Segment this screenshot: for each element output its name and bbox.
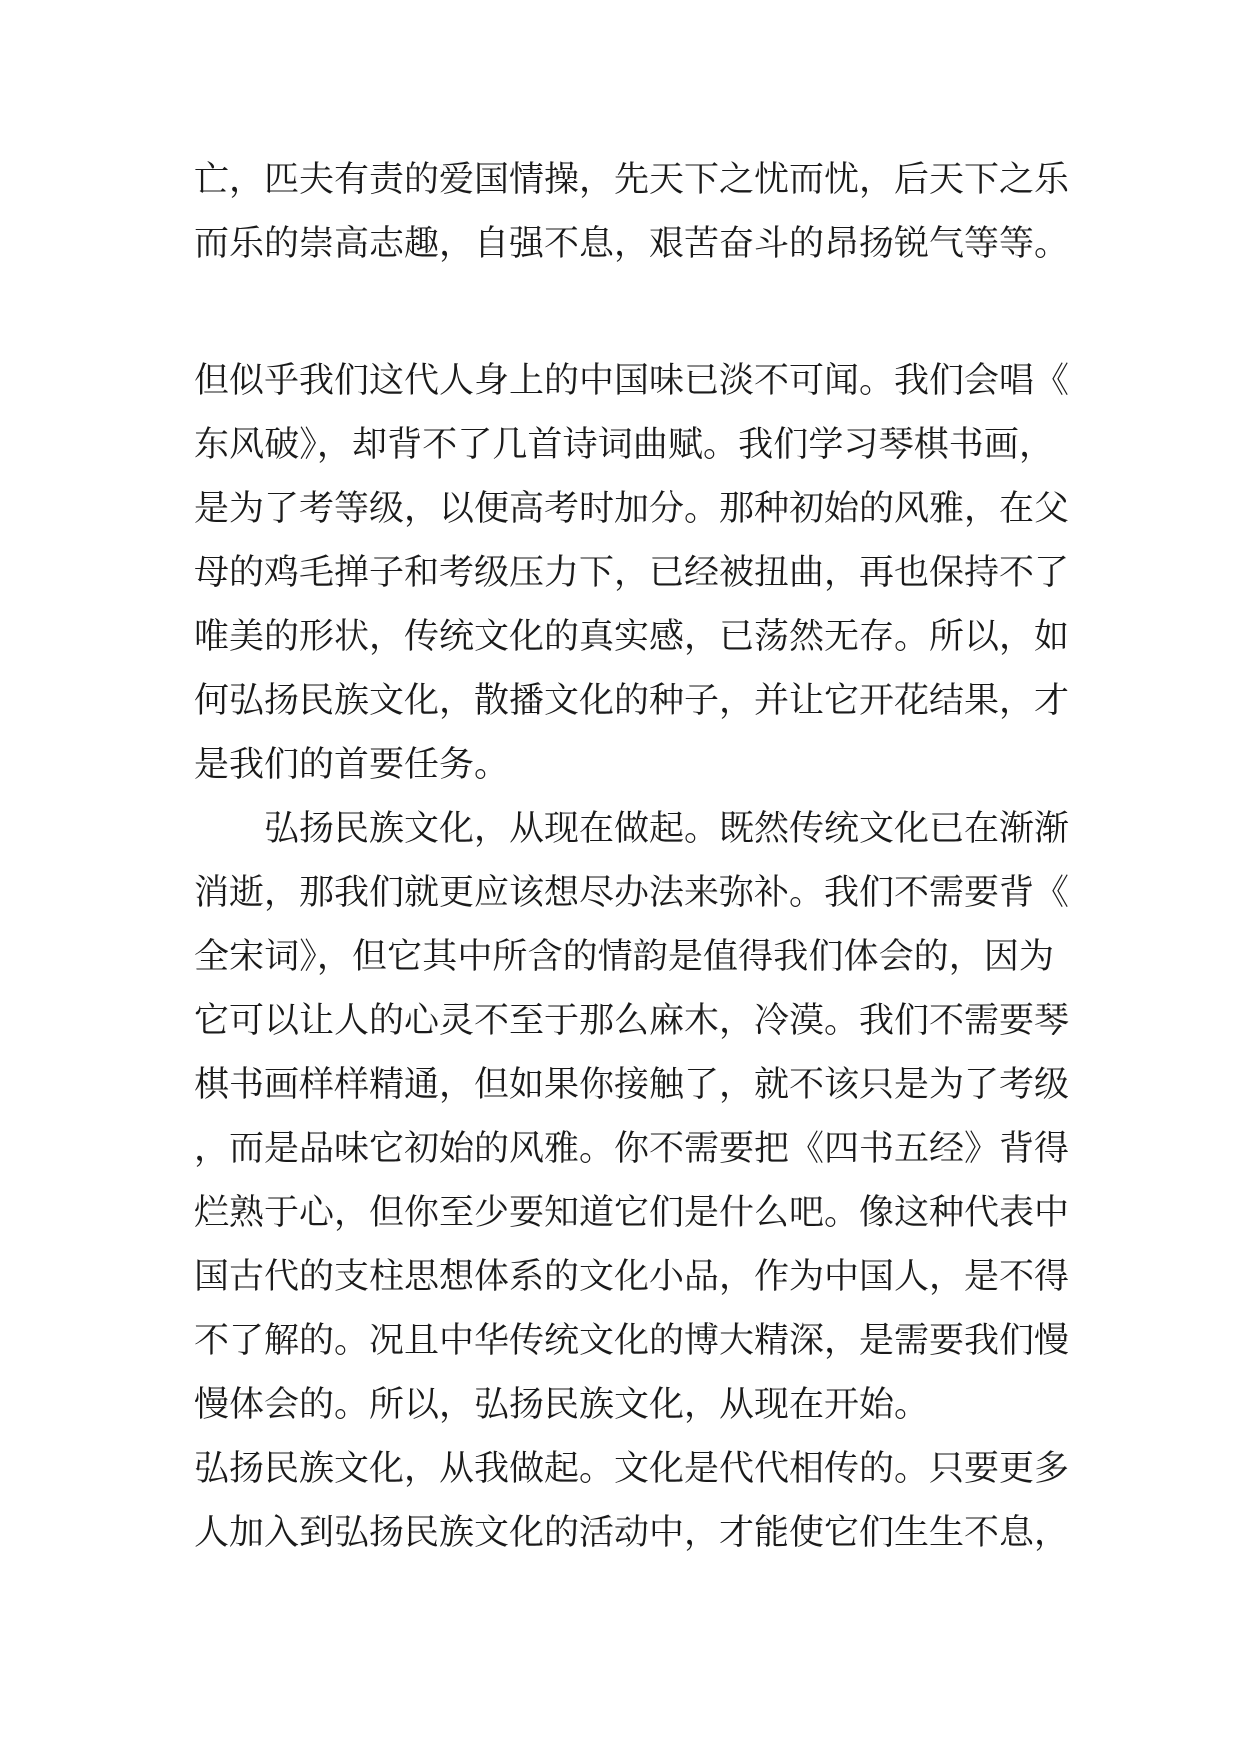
text-line: 棋书画样样精通，但如果你接触了，就不该只是为了考级 — [194, 1065, 1070, 1105]
text-line: 唯美的形状，传统文化的真实感，已荡然无存。所以，如 — [194, 617, 1070, 657]
text-line: 是为了考等级，以便高考时加分。那种初始的风雅，在父 — [194, 489, 1070, 529]
text-line: 烂熟于心，但你至少要知道它们是什么吧。像这种代表中 — [194, 1193, 1070, 1233]
paragraph-3 — [194, 797, 1070, 1437]
text-line: 母的鸡毛掸子和考级压力下，已经被扭曲，再也保持不了 — [194, 553, 1070, 593]
text-line: 但似乎我们这代人身上的中国味已淡不可闻。我们会唱《 — [194, 361, 1070, 401]
text-line: 是我们的首要任务。 — [194, 745, 510, 785]
text-line: 人加入到弘扬民族文化的活动中，才能使它们生生不息， — [194, 1513, 1070, 1553]
text-line: 消逝，那我们就更应该想尽办法来弥补。我们不需要背《 — [194, 873, 1070, 913]
text-line: 弘扬民族文化，从现在做起。既然传统文化已在渐渐 — [264, 809, 1070, 849]
paragraph-1 — [194, 148, 1070, 276]
text-line: 东风破》，却背不了几首诗词曲赋。我们学习琴棋书画， — [194, 425, 1054, 465]
paragraph-2 — [194, 349, 1070, 797]
text-line: 慢体会的。所以，弘扬民族文化，从现在开始。 — [194, 1385, 930, 1425]
text-line: 何弘扬民族文化，散播文化的种子，并让它开花结果，才 — [194, 681, 1070, 721]
text-line: 全宋词》，但它其中所含的情韵是值得我们体会的，因为 — [194, 937, 1054, 977]
text-line: 国古代的支柱思想体系的文化小品，作为中国人，是不得 — [194, 1257, 1070, 1297]
text-line: 弘扬民族文化，从我做起。文化是代代相传的。只要更多 — [194, 1449, 1070, 1489]
text-line: ，而是品味它初始的风雅。你不需要把《四书五经》背得 — [194, 1129, 1070, 1169]
text-line: 而乐的崇高志趣，自强不息，艰苦奋斗的昂扬锐气等等。 — [194, 224, 1070, 264]
text-line: 它可以让人的心灵不至于那么麻木，冷漠。我们不需要琴 — [194, 1001, 1070, 1041]
paragraph-4 — [194, 1437, 1070, 1565]
text-line: 亡，匹夫有责的爱国情操，先天下之忧而忧，后天下之乐 — [194, 160, 1070, 200]
text-line: 不了解的。况且中华传统文化的博大精深，是需要我们慢 — [194, 1321, 1070, 1361]
